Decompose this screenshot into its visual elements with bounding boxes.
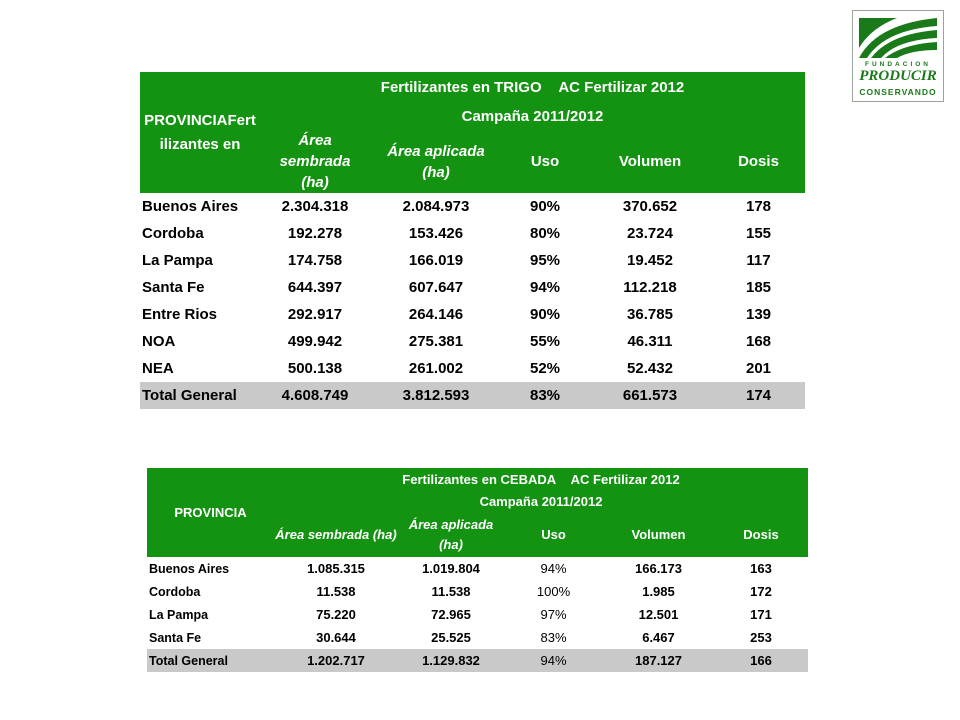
row-province: Santa Fe: [142, 279, 205, 296]
cell-aplicada: 607.647: [408, 279, 464, 296]
table-row: [140, 301, 805, 328]
cell-sembrada: 1.085.315: [307, 561, 365, 576]
cell-volumen: 19.452: [627, 252, 673, 269]
logo-line-producir: PRODUCIR: [859, 68, 937, 84]
cell-sembrada: 499.942: [287, 333, 343, 350]
cell-volumen: 52.432: [627, 360, 673, 377]
logo-line-fundacion: FUNDACION: [865, 61, 931, 68]
row-province: Cordoba: [149, 584, 201, 599]
cell-volumen: 46.311: [627, 333, 673, 350]
cell-volumen: 6.467: [642, 630, 675, 645]
row-province: NEA: [142, 360, 174, 377]
total-volumen: 661.573: [588, 382, 712, 409]
table-row: [140, 247, 805, 274]
cell-sembrada: 644.397: [287, 279, 343, 296]
cell-volumen: 1.985: [642, 584, 675, 599]
campaign-subtitle: Campaña 2011/2012: [274, 490, 808, 512]
cell-dosis: 139: [745, 306, 772, 323]
row-province: La Pampa: [142, 252, 213, 269]
total-sembrada: 1.202.717: [274, 649, 398, 672]
total-dosis: 166: [714, 649, 808, 672]
cell-dosis: 155: [745, 225, 772, 242]
cell-uso: 52%: [529, 360, 561, 377]
col-uso: Uso: [502, 130, 588, 193]
cebada-fertilizer-table: [147, 468, 808, 672]
title-source: AC Fertilizar 2012: [558, 78, 685, 96]
total-uso: 94%: [504, 649, 603, 672]
logo-line-conservando: CONSERVANDO: [859, 87, 937, 97]
cell-uso: 90%: [529, 198, 561, 215]
total-row: [140, 382, 805, 409]
total-sembrada: 4.608.749: [260, 382, 370, 409]
total-aplicada: 3.812.593: [370, 382, 502, 409]
cell-uso: 80%: [529, 225, 561, 242]
cell-dosis: 178: [745, 198, 772, 215]
cell-aplicada: 11.538: [431, 584, 471, 599]
cell-volumen: 23.724: [627, 225, 673, 242]
cell-aplicada: 153.426: [408, 225, 464, 242]
col-area-aplicada: Área aplicada (ha): [398, 512, 504, 557]
row-province: Santa Fe: [149, 630, 202, 645]
cell-sembrada: 2.304.318: [281, 198, 349, 215]
cell-volumen: 36.785: [627, 306, 673, 323]
cell-uso: 83%: [540, 630, 567, 645]
cell-dosis: 201: [745, 360, 772, 377]
cell-uso: 55%: [529, 333, 561, 350]
cell-sembrada: 11.538: [316, 584, 356, 599]
row-province: Buenos Aires: [142, 198, 239, 215]
total-uso: 83%: [502, 382, 588, 409]
cell-dosis: 253: [750, 630, 772, 645]
cell-dosis: 171: [750, 607, 772, 622]
table-row: [140, 355, 805, 382]
row-province: La Pampa: [149, 607, 209, 622]
col-area-aplicada: Área aplicada (ha): [370, 130, 502, 193]
trigo-fertilizer-table: [140, 72, 805, 409]
table-row: [147, 580, 808, 603]
table-row: [140, 193, 805, 220]
cell-volumen: 12.501: [638, 607, 679, 622]
col-dosis: Dosis: [712, 130, 805, 193]
cell-uso: 95%: [529, 252, 561, 269]
total-volumen: 187.127: [603, 649, 714, 672]
cell-uso: 97%: [540, 607, 567, 622]
cell-sembrada: 500.138: [287, 360, 343, 377]
title-crop: Fertilizantes en CEBADA: [402, 471, 557, 487]
cell-volumen: 370.652: [622, 198, 678, 215]
table-row: [147, 626, 808, 649]
cell-aplicada: 2.084.973: [402, 198, 470, 215]
col-area-sembrada: Área sembrada (ha): [274, 512, 398, 557]
cell-uso: 100%: [536, 584, 571, 599]
col-volumen: Volumen: [603, 512, 714, 557]
cell-sembrada: 174.758: [287, 252, 343, 269]
cell-sembrada: 30.644: [316, 630, 356, 645]
row-province: Cordoba: [142, 225, 204, 242]
cell-aplicada: 261.002: [408, 360, 464, 377]
total-aplicada: 1.129.832: [398, 649, 504, 672]
col-volumen: Volumen: [588, 130, 712, 193]
row-province: NOA: [142, 333, 176, 350]
cell-aplicada: 72.965: [431, 607, 471, 622]
cell-volumen: 112.218: [623, 279, 677, 296]
table-row: [140, 328, 805, 355]
row-province: Entre Rios: [142, 306, 218, 323]
total-label: Total General: [147, 649, 274, 672]
cell-uso: 94%: [529, 279, 561, 296]
table-row: [147, 557, 808, 580]
title-crop: Fertilizantes en TRIGO: [380, 78, 542, 96]
cell-dosis: 172: [750, 584, 772, 599]
cell-sembrada: 75.220: [316, 607, 356, 622]
total-dosis: 174: [712, 382, 805, 409]
cell-aplicada: 25.525: [431, 630, 471, 645]
cell-dosis: 117: [746, 252, 771, 269]
field-furrows-icon: [857, 14, 939, 60]
cell-dosis: 163: [750, 561, 772, 576]
cell-aplicada: 264.146: [408, 306, 464, 323]
campaign-subtitle: Campaña 2011/2012: [260, 102, 805, 130]
cell-dosis: 185: [745, 279, 772, 296]
col-dosis: Dosis: [714, 512, 808, 557]
total-label: Total General: [140, 382, 260, 409]
table-row: [147, 603, 808, 626]
table-title: [260, 72, 805, 102]
cell-aplicada: 275.381: [408, 333, 464, 350]
table-row: [140, 220, 805, 247]
fundacion-producir-conservando-logo: [852, 10, 944, 102]
cell-volumen: 166.173: [635, 561, 682, 576]
table-title: [274, 468, 808, 490]
cell-sembrada: 292.917: [287, 306, 343, 323]
total-row: [147, 649, 808, 672]
cell-dosis: 168: [745, 333, 772, 350]
title-source: AC Fertilizar 2012: [570, 471, 680, 487]
col-uso: Uso: [504, 512, 603, 557]
cell-uso: 94%: [540, 561, 567, 576]
cell-sembrada: 192.278: [287, 225, 343, 242]
province-header: PROVINCIA: [147, 468, 274, 557]
cell-aplicada: 166.019: [408, 252, 464, 269]
table-row: [140, 274, 805, 301]
col-area-sembrada: Área sembrada (ha): [260, 130, 370, 193]
cell-aplicada: 1.019.804: [422, 561, 480, 576]
province-header: PROVINCIAFertilizantes en: [140, 72, 260, 193]
row-province: Buenos Aires: [149, 561, 230, 576]
cell-uso: 90%: [529, 306, 561, 323]
